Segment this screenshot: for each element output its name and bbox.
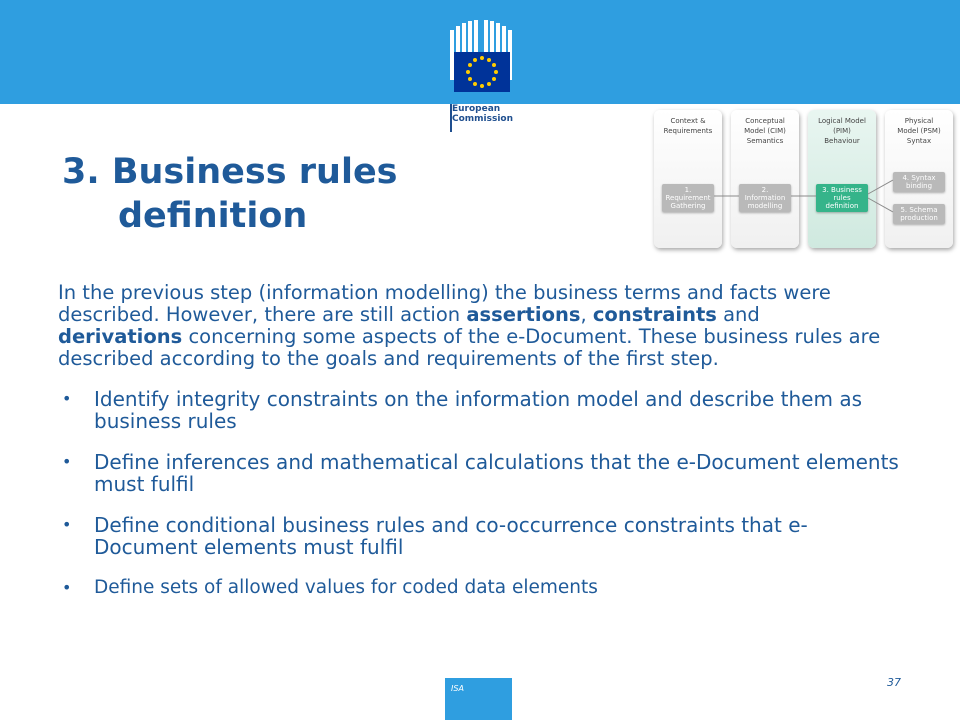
isa-footer-box [445, 678, 512, 720]
list-item [58, 577, 908, 599]
step-business-rules-definition: 3. Business rules definition [816, 184, 868, 212]
intro-text: In the previous step (information modelling) the business terms and facts were described. However, there are still action [58, 281, 831, 326]
intro-emphasis-derivations: derivations [58, 325, 183, 348]
intro-emphasis-constraints: constraints [592, 303, 717, 326]
step-information-modelling: 2. Information modelling [739, 184, 791, 212]
step-requirement-gathering: 1. Requirement Gathering [662, 184, 714, 212]
logo-line-european: European [452, 104, 501, 114]
list-item [58, 514, 908, 558]
list-item [58, 388, 908, 432]
column-heading: Conceptual Model (CIM) Semantics [744, 117, 786, 145]
slide-title [62, 150, 398, 238]
logo-line-commission: Commission [452, 114, 514, 124]
bullet-icon: • [62, 515, 72, 534]
bullet-icon: • [62, 578, 72, 597]
column-heading: Physical Model (PSM) Syntax [897, 117, 941, 145]
list-item [58, 451, 908, 495]
bullet-text: Define inferences and mathematical calculations that the e-Document elements must fulfil [94, 450, 899, 496]
intro-text: and [716, 303, 760, 326]
title-line-1: 3. Business rules [62, 152, 398, 192]
bullet-list [58, 388, 908, 599]
bullet-icon: • [62, 452, 72, 471]
intro-emphasis-assertions: assertions [466, 303, 581, 326]
isa-label: ISA [451, 684, 464, 693]
step-schema-production: 5. Schema production [893, 204, 945, 224]
logo-wordmark [452, 104, 513, 124]
bullet-text: Define sets of allowed values for coded data elements [94, 577, 598, 598]
intro-text: concerning some aspects of the e-Document. These business rules are described according to the goals and requirements of the first step. [58, 325, 881, 370]
bullet-icon: • [62, 389, 72, 408]
title-line-2: definition [118, 196, 308, 236]
diagram-connectors [645, 104, 960, 254]
page-number: 37 [887, 676, 901, 689]
step-syntax-binding: 4. Syntax binding [893, 172, 945, 192]
bullet-text: Define conditional business rules and co-occurrence constraints that e-Document elements must fulfil [94, 513, 808, 559]
intro-text: , [580, 303, 593, 326]
intro-paragraph [58, 282, 888, 370]
column-heading: Logical Model (PIM) Behaviour [818, 117, 866, 145]
process-diagram [645, 104, 960, 254]
bullet-text: Identify integrity constraints on the information model and describe them as business rules [94, 387, 862, 433]
column-heading: Context & Requirements [663, 117, 713, 135]
slide-body [58, 282, 908, 618]
